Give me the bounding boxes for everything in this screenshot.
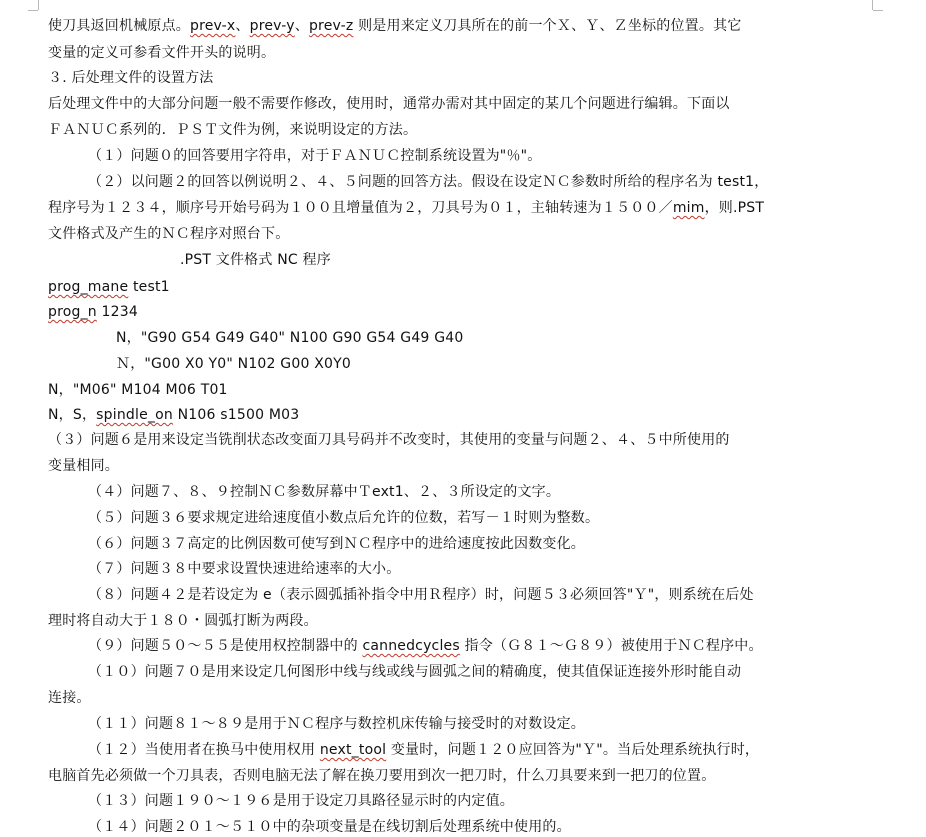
paragraph-line: 连接。	[48, 690, 91, 706]
paragraph-line: 理时将自动大于１８０・圆弧打断为两段。	[48, 613, 318, 629]
code-line	[48, 302, 138, 322]
text-run: 、	[294, 18, 309, 34]
text-run: 1234	[96, 304, 138, 320]
code-line	[48, 405, 299, 425]
section-heading: ３. 后处理文件的设置方法	[48, 70, 214, 86]
text-run: 变量时，问题１２０应回答为"Ｙ"。当后处理系统执行时，	[386, 742, 760, 758]
paragraph-line	[88, 740, 759, 760]
code-line: N，"G90 G54 G49 G40" N100 G90 G54 G49 G40	[116, 330, 464, 346]
paragraph-line: （３）问题６是用来设定当铣削状态改变面刀具号码并不改变时，其使用的变量与问题２、４、５中所使用的	[48, 432, 730, 448]
paragraph-line: （１３）问题１９０～１９６是用于设定刀具路径显示时的内定值。	[88, 793, 514, 809]
paragraph-line	[88, 636, 763, 656]
paragraph-line: 变量的定义可参看文件开头的说明。	[48, 45, 276, 61]
paragraph-line: （７）问题３８中要求设置快速进给速率的大小。	[88, 561, 401, 577]
code-line	[48, 277, 170, 297]
text-run: 则是用来定义刀具所在的前一个Ｘ、Ｙ、Ｚ坐标的位置。其它	[353, 18, 742, 34]
paragraph-line	[48, 198, 764, 218]
paragraph-line: ＦＡＮＵＣ系列的．ＰＳＴ文件为例，来说明设定的方法。	[48, 122, 418, 138]
paragraph-line: （５）问题３６要求规定进给速度值小数点后允许的位数，若写－１时则为整数。	[88, 510, 600, 526]
table-header-line: .PST 文件格式 NC 程序	[180, 252, 331, 268]
text-run: 程序号为１２３４，顺序号开始号码为１００且增量值为２，刀具号为０１，主轴转速为１５００／	[48, 200, 673, 216]
paragraph-line	[48, 16, 742, 36]
spellcheck-word: prev-y	[249, 18, 295, 34]
paragraph-line: 后处理文件中的大部分问题一般不需要作修改，使用时，通常办需对其中固定的某几个问题进行编辑。下面以	[48, 96, 730, 112]
text-run: 指令（Ｇ８１～Ｇ８９）被使用于ＮＣ程序中。	[459, 638, 763, 654]
paragraph-line: 文件格式及产生的ＮＣ程序对照台下。	[48, 226, 290, 242]
spellcheck-word: next_tool	[319, 742, 387, 758]
paragraph-line: 变量相同。	[48, 458, 119, 474]
spellcheck-word: prev-x	[190, 18, 236, 34]
text-run: 使刀具返回机械原点。	[48, 18, 190, 34]
spellcheck-word: spindle_on	[96, 407, 173, 423]
spellcheck-word: mim	[672, 200, 705, 216]
paragraph-line: （１４）问题２０１～５１０中的杂项变量是在线切割后处理系统中使用的。	[88, 819, 571, 835]
text-run: （９）问题５０～５５是使用权控制器中的	[88, 638, 363, 654]
spellcheck-word: cannedcycles	[362, 638, 460, 654]
text-run: N，S，	[48, 407, 97, 423]
spellcheck-word: prog_mane	[48, 279, 129, 295]
text-run: 、	[235, 18, 250, 34]
text-run: N106 s1500 M03	[172, 407, 300, 423]
paragraph-line: （１０）问题７０是用来设定几何图形中线与线或线与圆弧之间的精确度，使其值保证连接外形时能自动	[88, 664, 742, 680]
paragraph-line: （２）以问题２的回答以例说明２、４、５问题的回答方法。假设在设定ＮＣ参数时所给的程序名为 test1，	[88, 174, 769, 190]
paragraph-line: （１１）问题８１～８９是用于ＮＣ程序与数控机床传输与接受时的对数设定。	[88, 716, 585, 732]
text-run: test1	[128, 279, 170, 295]
spellcheck-word: prog_n	[48, 304, 97, 320]
code-line: Ｎ，"G00 X0 Y0" N102 G00 X0Y0	[116, 356, 351, 372]
text-run: ，则.PST	[704, 200, 765, 216]
paragraph-line: （６）问题３７高定的比例因数可使写到ＮＣ程序中的进给速度按此因数变化。	[88, 536, 585, 552]
paragraph-line: （４）问题７、８、９控制ＮＣ参数屏幕中Ｔext1、２、３所设定的文字。	[88, 484, 561, 500]
paragraph-line: （１）问题０的回答要用字符串，对于ＦＡＮＵＣ控制系统设置为"％"。	[88, 148, 542, 164]
paragraph-line: 电脑首先必须做一个刀具表，否则电脑无法了解在换刀要用到次一把刀时，什么刀具要来到一把刀的位置。	[48, 768, 716, 784]
spellcheck-word: prev-z	[308, 18, 354, 34]
paragraph-line: （８）问题４２是若设定为 e（表示圆弧插补指令中用Ｒ程序）时，问题５３必须回答"Ｙ"，则系统在后处	[88, 587, 754, 603]
code-line: N，"M06" M104 M06 T01	[48, 382, 228, 398]
text-run: （１２）当使用者在换马中使用权用	[88, 742, 320, 758]
